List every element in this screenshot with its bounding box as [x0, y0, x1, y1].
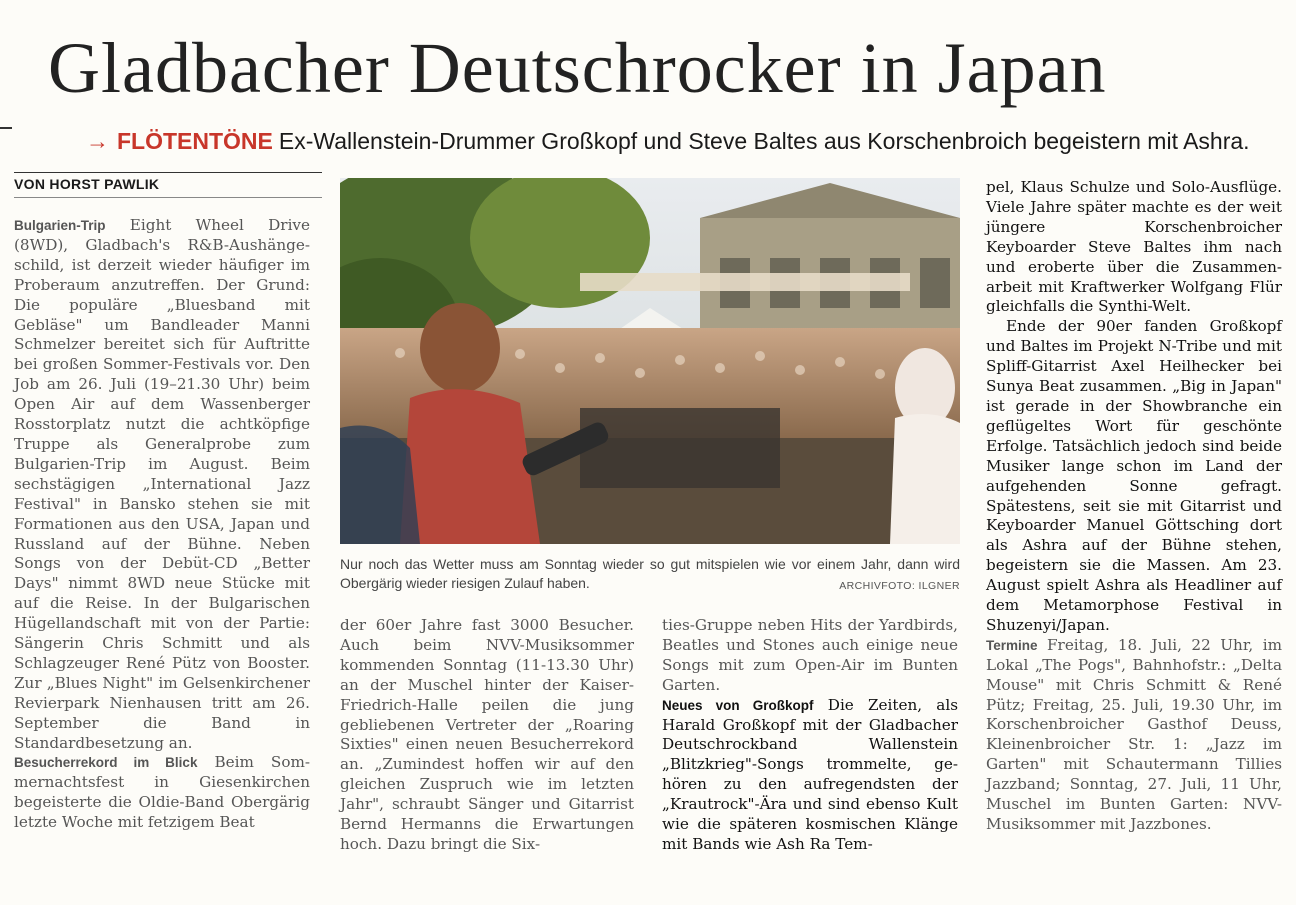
- photo-caption: [340, 555, 960, 596]
- text: Beim Sommernachtsfest in Giesenkirchen begeisterte die Oldie-Band Obergärig letzte Woche mit fetzigem Beat: [14, 753, 311, 832]
- subheadline: [86, 126, 1266, 156]
- lead-bulgarien-trip: Bulgarien-Trip: [14, 218, 106, 233]
- header-rule-left: [0, 127, 12, 129]
- paragraph: [662, 696, 958, 855]
- photo-credit: ARCHIVFOTO: ILGNER: [839, 580, 960, 592]
- lead-besucherrekord: Besucherrekord im Blick: [14, 755, 198, 771]
- text: Die Zeiten, als Harald Großkopf mit der Gladbacher Deutschrockband Wallenstein „Blitzkrieg"-Songs trommelte, gehören zu den aufregendsten der „Krautrock"-Ära und sind ebenso Kult wie die späteren kosmischen Klänge mit Bands wie Ash Ra Tem-: [662, 695, 959, 853]
- paragraph: Ende der 90er fanden Großkopf und Baltes im Projekt N-Tribe und mit Spliff-Gitarrist Axel Heilhecker bei Sunya Beat zusammen. „Big in Japan" ist gerade in der Showbranche ein geflügeltes Wort für geschönte Erfolge. Tatsächlich jedoch sind beide Musiker lange schon im Land der aufgehenden Sonne gefragt. Spätestens, seit sie mit Gitarrist und Keyboarder Manuel Göttsching dort als Ashra auf der Bühne stehen, begeistern sie die Massen. Am 23. August spielt Ashra als Headliner auf dem Metamorphose Festival in Shuzenyi/Japan.: [986, 317, 1282, 634]
- paragraph: pel, Klaus Schulze und Solo-Ausflüge. Viele Jahre später machte es der weit jüngere Korschenbroicher Keyboarder Steve Baltes ihm nach und eroberte über die Zusammenarbeit mit Kraftwerker Wolfgang Flür gleichfalls die Synthi-Welt.: [986, 178, 1282, 316]
- subheadline-text: Ex-Wallenstein-Drummer Großkopf und Steve Baltes aus Korschenbroich begeistern mit Ashra.: [278, 128, 1250, 154]
- lead-neues-von-grosskopf: Neues von Großkopf: [662, 697, 814, 713]
- column-3: [662, 616, 958, 855]
- text: Freitag, 18. Juli, 22 Uhr, im Lokal „The Pogs", Bahnhofstr.: „Delta Mouse" mit Chris Schmitt & René Pütz; Freitag, 25. Juli, 19.30 Uhr, im Korschenbroicher Gasthof Deuss, Kleinenbroicher Str. 1: „Jazz im Garten" mit Schautermann Tillies Jazzband; Sonntag, 27. Juli, 11 Uhr, Muschel im Bunten Garten: NVV-Musiksommer mit Jazzbones.: [986, 635, 1282, 833]
- byline-rule: [14, 172, 322, 173]
- arrow-icon: →: [86, 128, 109, 154]
- caption-text: Nur noch das Wetter muss am Sonntag wieder so gut mitspielen wie vor einem Jahr, dann wird Obergärig wieder riesigen Zulauf haben.: [340, 556, 960, 591]
- paragraph: [14, 216, 310, 753]
- column-1: [14, 216, 310, 833]
- column-4: [986, 178, 1282, 835]
- byline-rule-bottom: [14, 197, 322, 198]
- paragraph: ties-Gruppe neben Hits der Yardbirds, Beatles und Stones auch einige neue Songs mit zum Open-Air im Bunten Garten.: [662, 616, 958, 694]
- concert-photo: [340, 178, 960, 544]
- text: Eight Wheel Drive (8WD), Gladbach's R&B-Aushängeschild, ist derzeit wieder häufiger im Proberaum anzutreffen. Der Grund: Die populäre „Bluesband mit Gebläse" um Bandleader Manni Schmelzer bereitet sich für Auftritte bei großen Sommer-Festivals vor. Den Job am 26. Juli (19–21.30 Uhr) beim Open Air auf dem Wassenberger Rosstorplatz nutzt die achtköpfige Truppe als Generalprobe zum Bulgarien-Trip im August. Beim sechstägigen „International Jazz Festival" in Bansko stehen sie mit Formationen aus den USA, Japan und Russland auf der Bühne. Neben Songs von der Debüt-CD „Better Days" nimmt 8WD neue Stücke mit auf die Reise. In der Bulgarischen Hügellandschaft mit von der Partie: Sängerin Chris Schmitt und als Schlagzeuger René Pütz von Booster. Zur „Blues Night" im Gelsenkirchener Revierpark Nienhausen tritt am 26. September die Band in Standardbesetzung an.: [14, 216, 310, 752]
- lead-termine: Termine: [986, 637, 1038, 653]
- concert-photo-image: [340, 178, 960, 544]
- paragraph: der 60er Jahre fast 3000 Besucher. Auch beim NVV-Musiksommer kommenden Sonntag (11-13.30 Uhr) an der Muschel hinter der Kaiser-Friedrich-Halle peilen die jung gebliebenen Vertreter der „Roaring Sixties" einen neuen Besucherrekord an. „Zumindest hoffen wir auf den gleichen Zuspruch wie im letzten Jahr", schraubt Sänger und Gitarrist Bernd Hermanns die Erwartungen hoch. Dazu bringt die Six-: [340, 616, 634, 853]
- paragraph: [986, 636, 1282, 835]
- byline: VON HORST PAWLIK: [14, 176, 160, 192]
- kicker: FLÖTENTÖNE: [117, 128, 273, 154]
- paragraph: [14, 753, 310, 833]
- column-2: [340, 616, 634, 855]
- headline: Gladbacher Deutschrocker in Japan: [48, 28, 1107, 108]
